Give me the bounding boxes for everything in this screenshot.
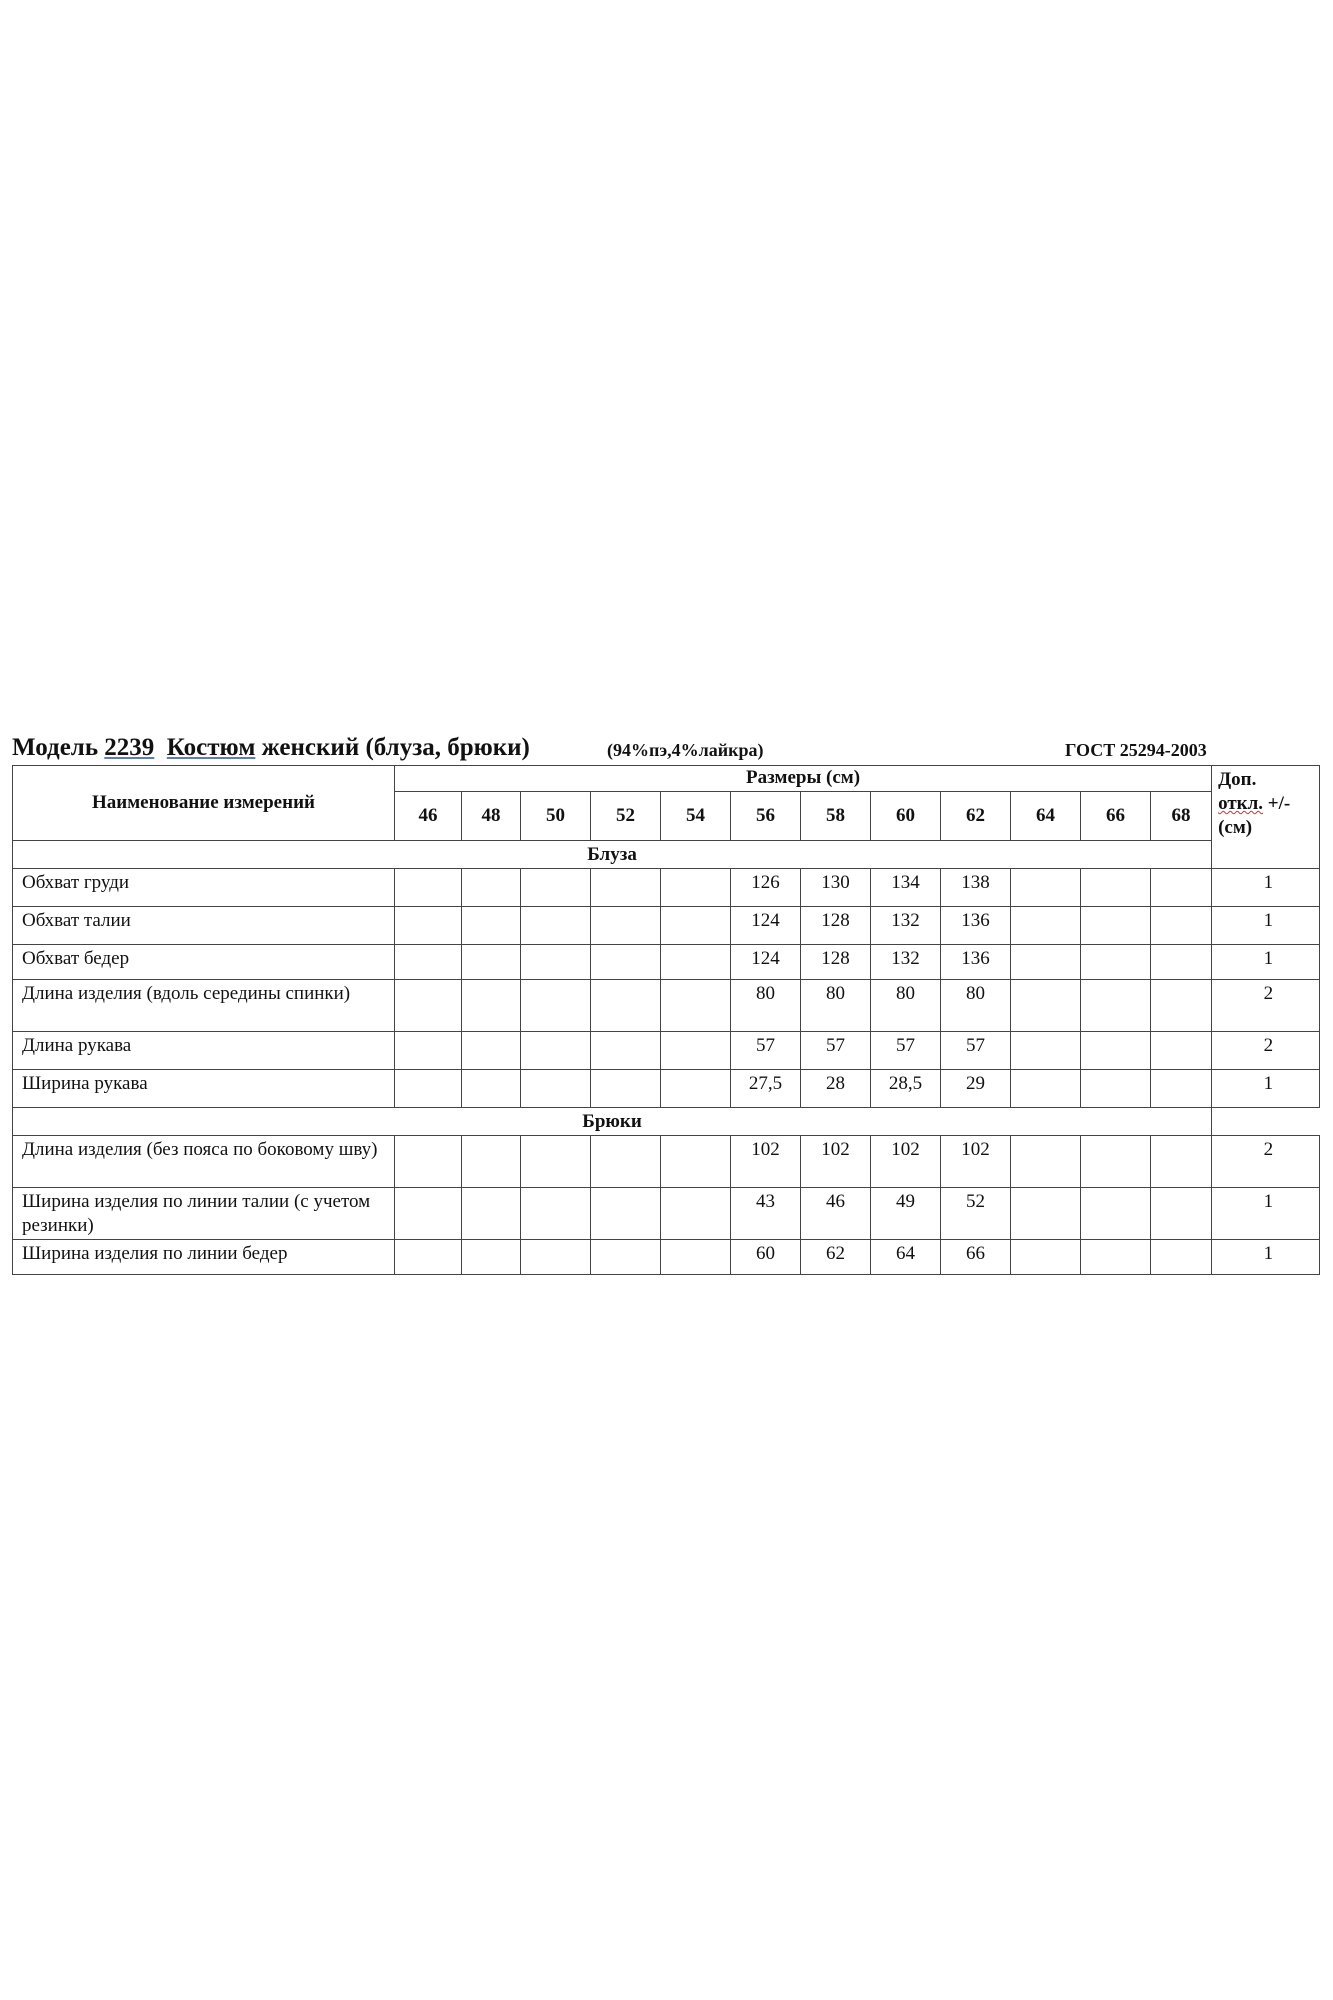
size-value-62: 136 [941, 945, 1011, 980]
size-value-60: 57 [871, 1032, 941, 1070]
size-value-58: 128 [801, 945, 871, 980]
size-value-66 [1081, 1240, 1151, 1275]
tolerance-value: 1 [1212, 1070, 1320, 1108]
table-row [13, 1136, 1320, 1188]
size-value-50 [521, 1032, 591, 1070]
size-value-56: 27,5 [731, 1070, 801, 1108]
section-title: Брюки [13, 1108, 1212, 1136]
size-value-46 [395, 980, 462, 1032]
tolerance-value: 1 [1212, 907, 1320, 945]
size-value-54 [661, 945, 731, 980]
size-value-66 [1081, 980, 1151, 1032]
size-value-64 [1011, 980, 1081, 1032]
size-value-58: 62 [801, 1240, 871, 1275]
size-value-66 [1081, 945, 1151, 980]
size-value-52 [591, 980, 661, 1032]
size-value-56: 102 [731, 1136, 801, 1188]
measurement-name: Обхват талии [13, 907, 395, 945]
size-value-66 [1081, 1188, 1151, 1240]
size-header-56: 56 [731, 792, 801, 841]
size-header-62: 62 [941, 792, 1011, 841]
size-value-68 [1151, 1240, 1212, 1275]
size-value-66 [1081, 1070, 1151, 1108]
size-value-56: 124 [731, 945, 801, 980]
size-value-48 [462, 1032, 521, 1070]
tolerance-value: 1 [1212, 945, 1320, 980]
size-value-58: 46 [801, 1188, 871, 1240]
size-value-46 [395, 1240, 462, 1275]
size-value-68 [1151, 1070, 1212, 1108]
measurement-name: Длина изделия (без пояса по боковому шву) [13, 1136, 395, 1188]
size-value-56: 57 [731, 1032, 801, 1070]
tolerance-header-abbr: откл. [1218, 793, 1264, 814]
tolerance-value: 2 [1212, 980, 1320, 1032]
section-title: Блуза [13, 841, 1212, 869]
size-value-58: 28 [801, 1070, 871, 1108]
size-value-48 [462, 980, 521, 1032]
size-value-66 [1081, 1032, 1151, 1070]
tolerance-value: 1 [1212, 1188, 1320, 1240]
document-title [12, 734, 530, 762]
measurement-name: Ширина изделия по линии бедер [13, 1240, 395, 1275]
size-value-62: 102 [941, 1136, 1011, 1188]
tolerance-value: 1 [1212, 869, 1320, 907]
size-header-68: 68 [1151, 792, 1212, 841]
size-value-66 [1081, 1136, 1151, 1188]
size-value-56: 60 [731, 1240, 801, 1275]
size-value-68 [1151, 945, 1212, 980]
size-value-50 [521, 869, 591, 907]
size-value-48 [462, 1240, 521, 1275]
gost-standard: ГОСТ 25294-2003 [1065, 740, 1207, 760]
size-value-54 [661, 980, 731, 1032]
size-value-64 [1011, 1032, 1081, 1070]
size-value-62: 136 [941, 907, 1011, 945]
size-value-60: 64 [871, 1240, 941, 1275]
size-header-50: 50 [521, 792, 591, 841]
size-value-56: 80 [731, 980, 801, 1032]
size-value-52 [591, 1188, 661, 1240]
tolerance-header [1212, 766, 1320, 869]
size-value-46 [395, 1070, 462, 1108]
size-value-68 [1151, 1136, 1212, 1188]
size-value-50 [521, 1188, 591, 1240]
size-value-52 [591, 907, 661, 945]
size-value-60: 28,5 [871, 1070, 941, 1108]
size-value-48 [462, 869, 521, 907]
size-header-58: 58 [801, 792, 871, 841]
size-value-62: 52 [941, 1188, 1011, 1240]
size-header-48: 48 [462, 792, 521, 841]
size-value-52 [591, 1032, 661, 1070]
size-value-52 [591, 869, 661, 907]
size-value-56: 43 [731, 1188, 801, 1240]
size-value-64 [1011, 945, 1081, 980]
size-value-62: 80 [941, 980, 1011, 1032]
size-header-54: 54 [661, 792, 731, 841]
size-value-60: 49 [871, 1188, 941, 1240]
size-value-48 [462, 945, 521, 980]
title-prefix: Модель [12, 734, 99, 761]
table-row [13, 907, 1320, 945]
title-kostyum-word: Костюм [166, 734, 256, 761]
size-header-52: 52 [591, 792, 661, 841]
measurement-name: Обхват бедер [13, 945, 395, 980]
measurement-name: Ширина изделия по линии талии (с учетом резинки) [13, 1188, 395, 1240]
size-header-46: 46 [395, 792, 462, 841]
table-row [13, 945, 1320, 980]
size-header-66: 66 [1081, 792, 1151, 841]
size-value-56: 126 [731, 869, 801, 907]
size-value-48 [462, 1188, 521, 1240]
size-value-64 [1011, 869, 1081, 907]
size-value-50 [521, 1240, 591, 1275]
size-value-60: 102 [871, 1136, 941, 1188]
size-value-54 [661, 907, 731, 945]
size-value-50 [521, 945, 591, 980]
size-value-52 [591, 945, 661, 980]
table-row [13, 1188, 1320, 1240]
size-value-46 [395, 869, 462, 907]
size-value-62: 57 [941, 1032, 1011, 1070]
size-value-48 [462, 1070, 521, 1108]
fabric-composition: (94%пэ,4%лайкра) [607, 740, 764, 760]
size-value-46 [395, 907, 462, 945]
size-value-54 [661, 1188, 731, 1240]
size-value-58: 102 [801, 1136, 871, 1188]
size-value-48 [462, 907, 521, 945]
table-row [13, 1240, 1320, 1275]
measurement-name: Длина рукава [13, 1032, 395, 1070]
size-value-64 [1011, 1240, 1081, 1275]
table-row [13, 1070, 1320, 1108]
size-value-60: 132 [871, 945, 941, 980]
size-header-64: 64 [1011, 792, 1081, 841]
size-value-54 [661, 1032, 731, 1070]
measurement-name-header: Наименование измерений [13, 766, 395, 841]
size-value-56: 124 [731, 907, 801, 945]
size-value-64 [1011, 1136, 1081, 1188]
tolerance-value: 2 [1212, 1032, 1320, 1070]
size-value-60: 80 [871, 980, 941, 1032]
section-row [13, 841, 1320, 869]
size-value-52 [591, 1240, 661, 1275]
size-value-68 [1151, 869, 1212, 907]
size-value-54 [661, 1136, 731, 1188]
size-value-62: 138 [941, 869, 1011, 907]
table-row [13, 1032, 1320, 1070]
size-value-46 [395, 945, 462, 980]
size-value-54 [661, 869, 731, 907]
size-value-46 [395, 1188, 462, 1240]
table-row [13, 869, 1320, 907]
size-value-68 [1151, 907, 1212, 945]
document-header [12, 734, 1322, 766]
size-value-50 [521, 1070, 591, 1108]
size-value-68 [1151, 980, 1212, 1032]
size-value-58: 130 [801, 869, 871, 907]
size-value-46 [395, 1136, 462, 1188]
size-value-68 [1151, 1188, 1212, 1240]
size-value-64 [1011, 1188, 1081, 1240]
header-row-1 [13, 766, 1320, 792]
size-value-52 [591, 1070, 661, 1108]
size-value-64 [1011, 907, 1081, 945]
size-value-58: 128 [801, 907, 871, 945]
size-value-66 [1081, 869, 1151, 907]
size-value-64 [1011, 1070, 1081, 1108]
size-chart-table [12, 765, 1320, 1275]
size-value-62: 66 [941, 1240, 1011, 1275]
size-value-62: 29 [941, 1070, 1011, 1108]
size-value-58: 57 [801, 1032, 871, 1070]
table-row [13, 980, 1320, 1032]
size-value-68 [1151, 1032, 1212, 1070]
section-row [13, 1108, 1320, 1136]
tolerance-value: 2 [1212, 1136, 1320, 1188]
size-header-60: 60 [871, 792, 941, 841]
size-value-66 [1081, 907, 1151, 945]
size-value-46 [395, 1032, 462, 1070]
tolerance-header-line-3: (см) [1218, 817, 1253, 838]
size-value-50 [521, 1136, 591, 1188]
measurement-name: Длина изделия (вдоль середины спинки) [13, 980, 395, 1032]
size-value-60: 134 [871, 869, 941, 907]
model-number: 2239 [104, 734, 155, 761]
size-value-50 [521, 907, 591, 945]
sizes-header: Размеры (см) [395, 766, 1212, 792]
size-value-54 [661, 1070, 731, 1108]
tolerance-header-line-2: +/- [1263, 793, 1291, 814]
size-value-48 [462, 1136, 521, 1188]
measurement-name: Ширина рукава [13, 1070, 395, 1108]
measurement-name: Обхват груди [13, 869, 395, 907]
size-value-50 [521, 980, 591, 1032]
size-value-54 [661, 1240, 731, 1275]
tolerance-header-line-1: Доп. [1218, 769, 1257, 790]
tolerance-value: 1 [1212, 1240, 1320, 1275]
size-value-58: 80 [801, 980, 871, 1032]
size-value-52 [591, 1136, 661, 1188]
size-value-60: 132 [871, 907, 941, 945]
title-rest: женский (блуза, брюки) [255, 734, 530, 761]
